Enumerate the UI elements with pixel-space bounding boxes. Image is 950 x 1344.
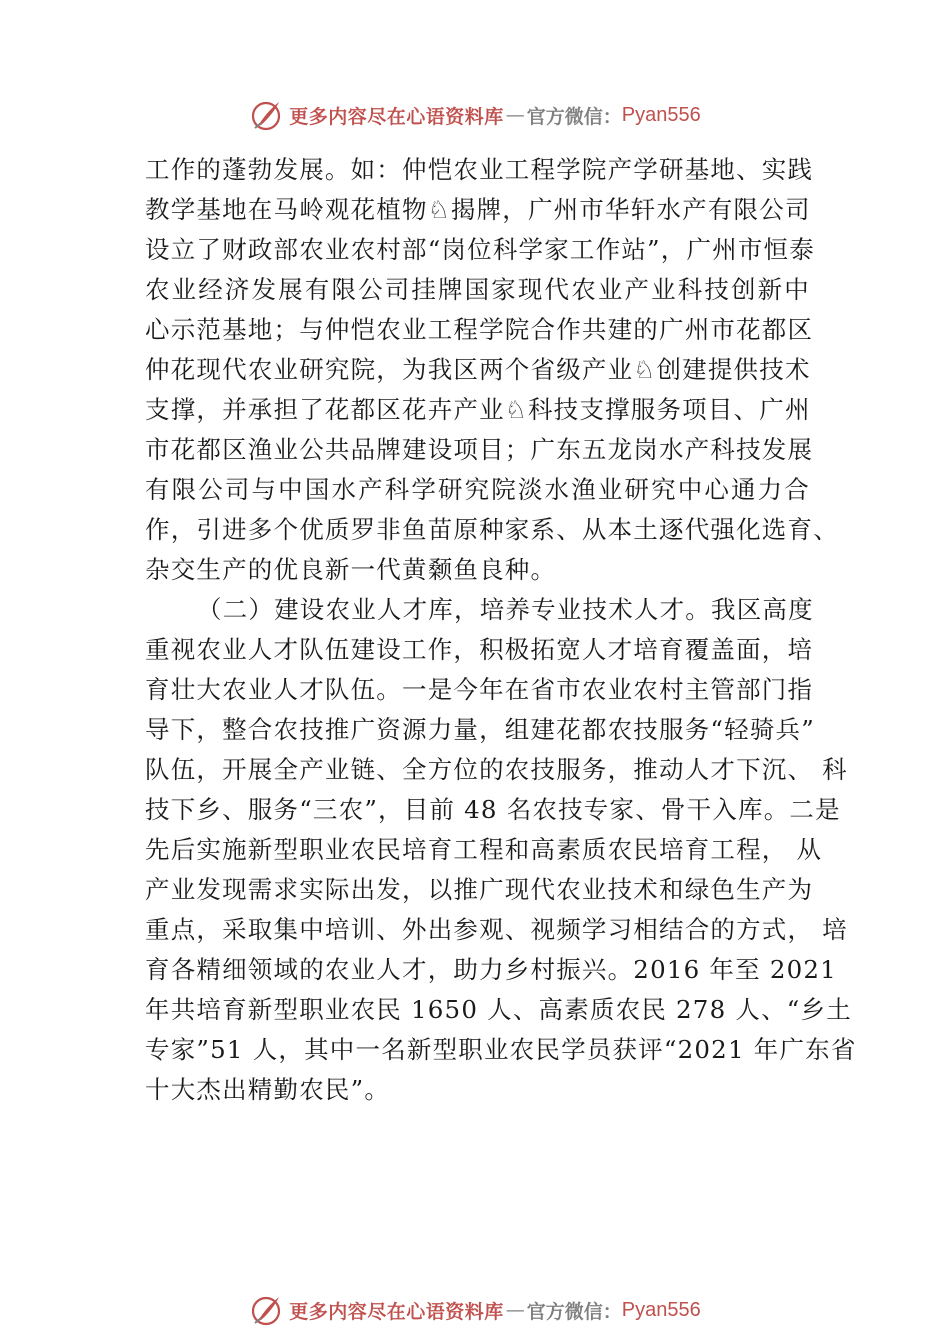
body-line-15: 导下，整合农技推广资源力量，组建花都农技服务“轻骑兵” [145,715,815,744]
body-line-21: 育各精细领域的农业人才，助力乡村振兴。2016 年至 2021 [145,955,837,984]
footer-watermark [0,1290,950,1330]
body-line-2: 教学基地在马岭观花植物♘揭牌，广州市华轩水产有限公司 [145,195,811,224]
header-watermark [0,95,950,135]
body-line-20: 重点，采取集中培训、外出参观、视频学习相结合的方式， 培 [145,915,848,944]
body-line-5: 心示范基地；与仲恺农业工程学院合作共建的广州市花都区 [145,315,814,344]
body-line-19: 产业发现需求实际出发，以推广现代农业技术和绿色生产为 [145,875,814,904]
body-line-1: 工作的蓬勃发展。如：仲恺农业工程学院产学研基地、实践 [145,155,814,184]
footer-wechat-label: 官方微信： [526,1300,622,1323]
header-wechat-label: 官方微信： [526,105,622,128]
body-line-22: 年共培育新型职业农民 1650 人、高素质农民 278 人、“乡土 [145,995,852,1024]
footer-wechat-id: Pyan556 [621,1298,701,1321]
feather-pen-logo-icon [249,1293,283,1327]
body-line-16: 队伍，开展全产业链、全方位的农技服务，推动人才下沉、 科 [145,755,848,784]
footer-brand-text: 更多内容尽在心语资料库 [289,1300,504,1323]
body-line-10: 作，引进多个优质罗非鱼苗原种家系、从本土逐代强化选育、 [145,515,839,544]
body-line-23: 专家”51 人，其中一名新型职业农民学员获评“2021 年广东省 [145,1035,857,1064]
body-line-14: 育壮大农业人才队伍。一是今年在省市农业农村主管部门指 [145,675,814,704]
body-line-11: 杂交生产的优良新一代黄颡鱼良种。 [145,555,557,584]
section-heading-line: （二）建设农业人才库，培养专业技术人才。我区高度 [197,595,814,624]
footer-separator: — [505,1299,525,1321]
body-line-24: 十大杰出精勤农民”。 [145,1075,391,1104]
body-line-4: 农业经济发展有限公司挂牌国家现代农业产业科技创新中 [145,275,810,304]
header-brand-text: 更多内容尽在心语资料库 [289,105,504,128]
body-line-3: 设立了财政部农业农村部“岗位科学家工作站”，广州市恒泰 [145,235,815,264]
document-body [145,150,857,1110]
feather-pen-logo-icon [249,98,283,132]
header-separator: — [505,104,525,126]
header-wechat-id: Pyan556 [621,103,701,126]
body-line-17: 技下乡、服务“三农”，目前 48 名农技专家、骨干入库。二是 [145,795,841,824]
body-line-9: 有限公司与中国水产科学研究院淡水渔业研究中心通力合 [145,475,810,504]
body-line-8: 市花都区渔业公共品牌建设项目；广东五龙岗水产科技发展 [145,435,814,464]
body-line-6: 仲花现代农业研究院，为我区两个省级产业♘创建提供技术 [145,355,811,384]
body-line-13: 重视农业人才队伍建设工作，积极拓宽人才培育覆盖面，培 [145,635,814,664]
body-line-7: 支撑，并承担了花都区花卉产业♘科技支撑服务项目、广州 [145,395,811,424]
body-line-18: 先后实施新型职业农民培育工程和高素质农民培育工程， 从 [145,835,823,864]
